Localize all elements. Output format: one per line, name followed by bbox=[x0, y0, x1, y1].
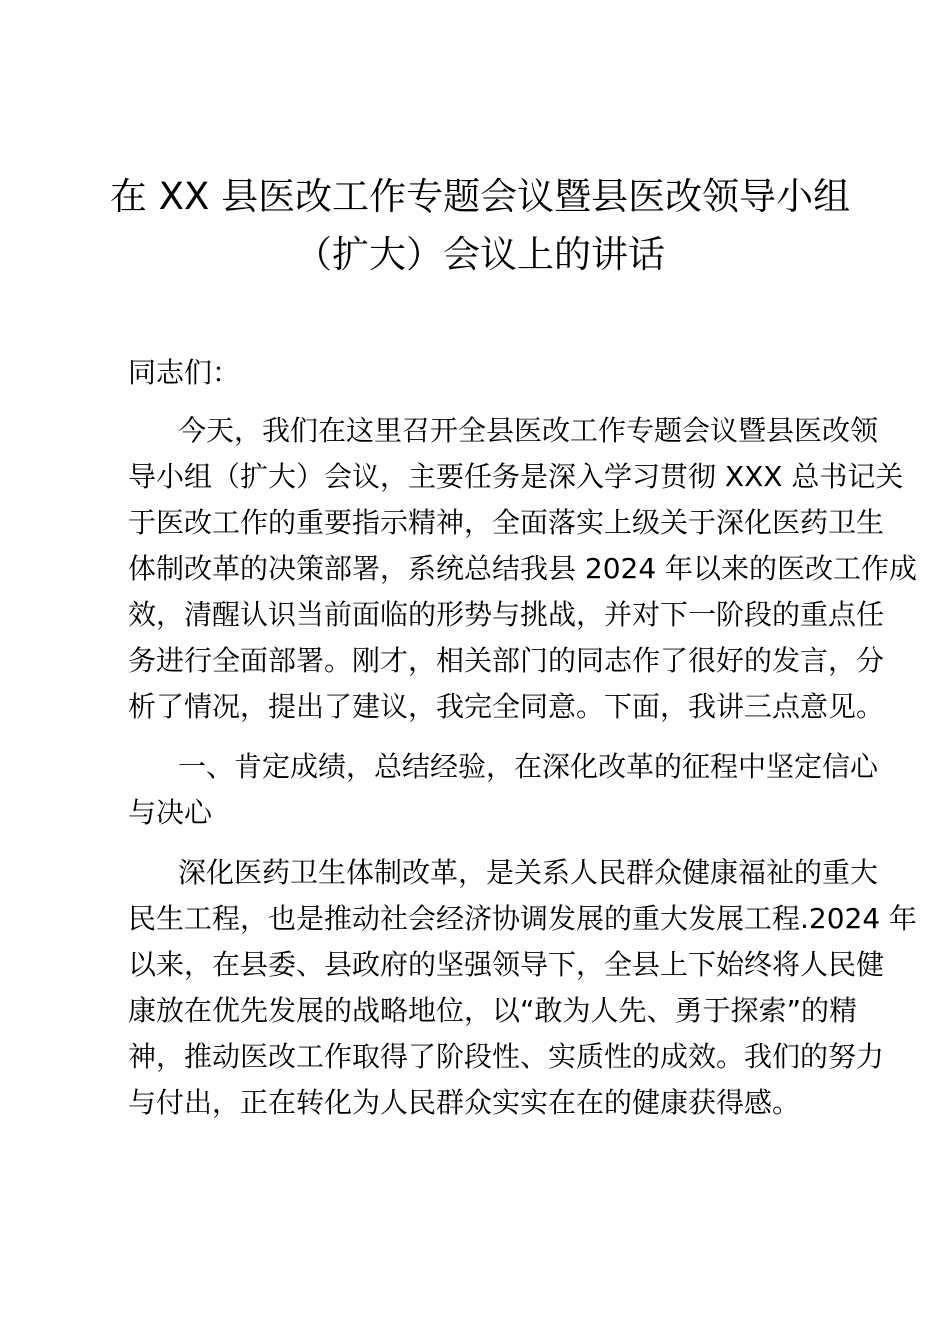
paragraph-line: 民生工程，也是推动社会经济协调发展的重大发展工程.2024 年 bbox=[128, 902, 918, 935]
paragraph-line: 以来，在县委、县政府的坚强领导下，全县上下始终将人民健 bbox=[128, 948, 885, 981]
heading-line: 一、肯定成绩，总结经验，在深化改革的征程中坚定信心 bbox=[178, 750, 879, 783]
paragraph-line: 导小组（扩大）会议，主要任务是深入学习贯彻 XXX 总书记关 bbox=[128, 460, 904, 493]
section-heading-1 bbox=[128, 744, 879, 836]
paragraph-line: 效，清醒认识当前面临的形势与挑战，并对下一阶段的重点任 bbox=[128, 598, 885, 631]
paragraph-line: 体制改革的决策部署，系统总结我县 2024 年以来的医改工作成 bbox=[128, 552, 918, 585]
paragraph-line: 析了情况，提出了建议，我完全同意。下面，我讲三点意见。 bbox=[128, 690, 885, 723]
paragraph-line: 深化医药卫生体制改革，是关系人民群众健康福祉的重大 bbox=[178, 856, 879, 889]
paragraph-section-1 bbox=[128, 850, 918, 1126]
document-body bbox=[128, 350, 918, 1140]
document-title bbox=[100, 168, 860, 284]
title-line-1: 在 XX 县医改工作专题会议暨县医改领导小组 bbox=[109, 175, 851, 218]
paragraph-line: 于医改工作的重要指示精神，全面落实上级关于深化医药卫生 bbox=[128, 506, 885, 539]
salutation: 同志们： bbox=[128, 356, 241, 389]
heading-line: 与决心 bbox=[128, 796, 213, 829]
paragraph-line: 康放在优先发展的战略地位，以“敢为人先、勇于探索”的精 bbox=[128, 994, 858, 1027]
paragraph-line: 务进行全面部署。刚才，相关部门的同志作了很好的发言，分 bbox=[128, 644, 885, 677]
paragraph-opening bbox=[128, 408, 918, 730]
paragraph-line: 神，推动医改工作取得了阶段性、实质性的成效。我们的努力 bbox=[128, 1040, 885, 1073]
paragraph-line: 今天，我们在这里召开全县医改工作专题会议暨县医改领 bbox=[178, 414, 879, 447]
title-line-2: （扩大）会议上的讲话 bbox=[295, 233, 665, 276]
paragraph-line: 与付出，正在转化为人民群众实实在在的健康获得感。 bbox=[128, 1086, 801, 1119]
